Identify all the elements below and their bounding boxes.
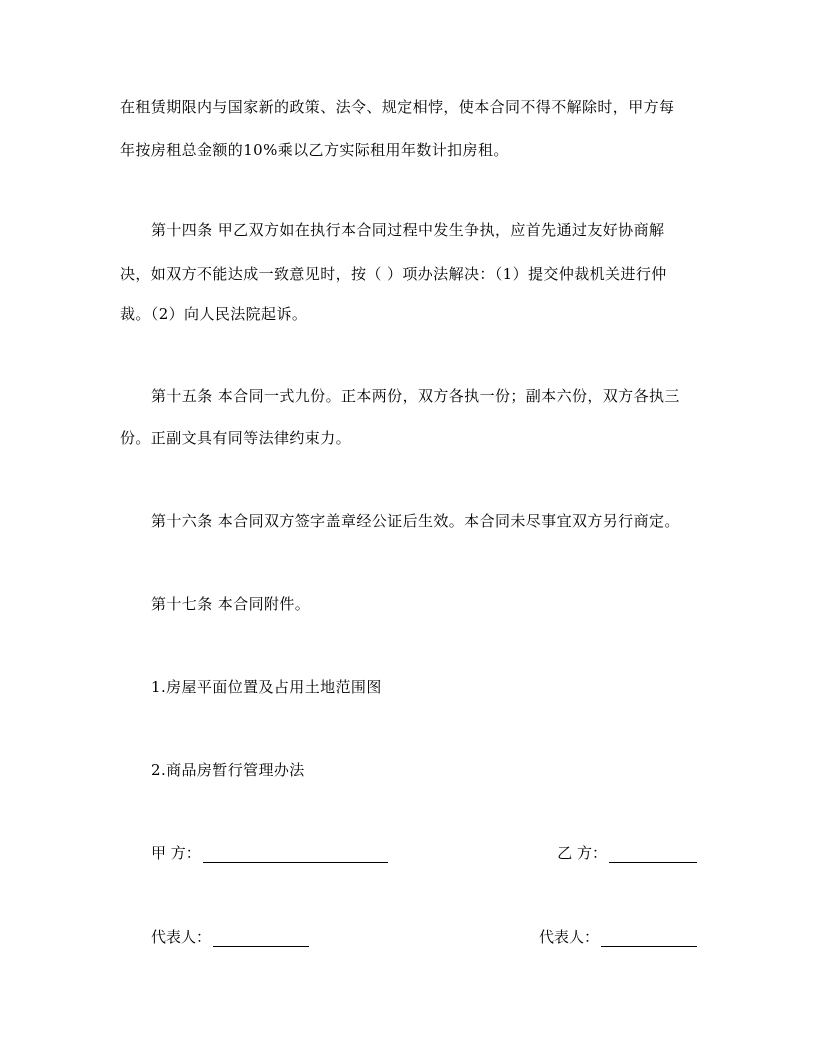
article-17-line-1: 第十七条 本合同附件。 <box>151 595 311 613</box>
article-16-line-1: 第十六条 本合同双方签字盖章经公证后生效。本合同未尽事宜双方另行商定。 <box>151 512 680 530</box>
party-a-signature-blank[interactable] <box>203 844 388 863</box>
representative-a-signature <box>151 927 309 947</box>
party-b-label: 乙 方： <box>557 844 607 862</box>
party-signature-row <box>151 843 697 867</box>
article-14-line-3: 裁。（2）向人民法院起诉。 <box>120 305 308 323</box>
representative-b-signature-blank[interactable] <box>601 928 697 947</box>
representative-a-signature-blank[interactable] <box>213 928 309 947</box>
attachment-item-2: 2.商品房暂行管理办法 <box>151 761 305 779</box>
paragraph-13-line-2: 年按房租总金额的10%乘以乙方实际租用年数计扣房租。 <box>120 141 509 159</box>
representative-signature-row <box>151 927 697 951</box>
party-b-signature <box>557 843 697 863</box>
party-a-signature <box>151 843 388 863</box>
representative-b-signature <box>539 927 697 947</box>
article-15-line-2: 份。正副文具有同等法律约束力。 <box>120 429 352 447</box>
paragraph-13-line-1: 在租赁期限内与国家新的政策、法令、规定相悖，使本合同不得不解除时，甲方每 <box>120 98 675 116</box>
party-a-label: 甲 方： <box>151 844 201 862</box>
representative-b-label: 代表人： <box>538 928 599 946</box>
attachment-item-1: 1.房屋平面位置及占用土地范围图 <box>151 678 382 696</box>
party-b-signature-blank[interactable] <box>609 844 697 863</box>
article-14-line-1: 第十四条 甲乙双方如在执行本合同过程中发生争执，应首先通过友好协商解 <box>151 221 665 239</box>
article-15-line-1: 第十五条 本合同一式九份。正本两份，双方各执一份；副本六份，双方各执三 <box>151 387 680 405</box>
article-14-line-2: 决，如双方不能达成一致意见时，按（ ）项办法解决：（1）提交仲裁机关进行仲 <box>120 265 667 283</box>
representative-a-label: 代表人： <box>151 928 212 946</box>
